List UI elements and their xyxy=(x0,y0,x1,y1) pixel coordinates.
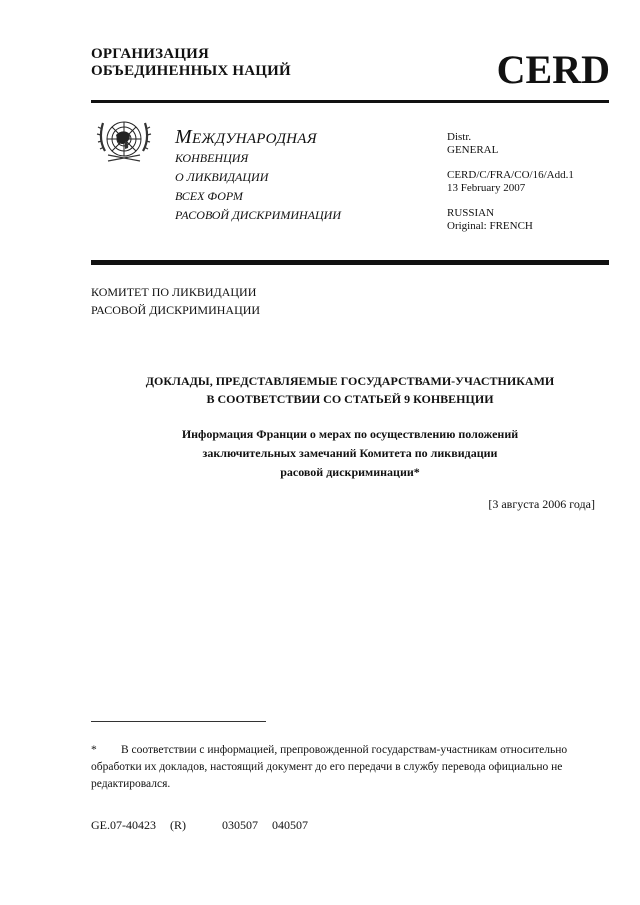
original-language: Original: FRENCH xyxy=(447,219,533,232)
job-date-2: 040507 xyxy=(272,818,308,832)
footnote-separator xyxy=(91,721,266,722)
convention-initial: М xyxy=(175,126,192,148)
distr-value: GENERAL xyxy=(447,143,499,156)
document-title xyxy=(91,372,609,408)
doc-date: 13 February 2007 xyxy=(447,181,526,194)
job-code: GE.07-40423 xyxy=(91,818,156,832)
section-divider xyxy=(91,260,609,265)
document-metadata xyxy=(447,131,574,232)
job-number xyxy=(91,817,322,833)
header-divider xyxy=(91,100,609,103)
convention-line-2: КОНВЕНЦИЯ xyxy=(175,151,249,165)
document-series-symbol: CERD xyxy=(496,47,610,92)
org-line-1: ОРГАНИЗАЦИЯ xyxy=(91,46,210,62)
convention-line-4: ВСЕХ ФОРМ xyxy=(175,189,243,203)
job-date-1: 030507 xyxy=(222,818,258,832)
received-date: [3 августа 2006 года] xyxy=(488,497,595,511)
organization-name xyxy=(91,46,291,80)
title-line-2: В СООТВЕТСТВИИ СО СТАТЬЕЙ 9 КОНВЕНЦИИ xyxy=(206,392,494,406)
un-emblem-icon xyxy=(94,111,154,171)
org-line-2: ОБЪЕДИНЕННЫХ НАЦИЙ xyxy=(91,63,291,79)
doc-symbol: CERD/C/FRA/CO/16/Add.1 xyxy=(447,169,574,181)
footnote-text: В соответствии с информацией, препровожденной государствам-участникам относительно обработки их докладов, настоящий документ до его передачи в службу перевода официально не редактировался. xyxy=(91,744,568,790)
footnote xyxy=(91,742,581,793)
doc-language: RUSSIAN xyxy=(447,207,495,219)
footnote-marker: * xyxy=(91,744,97,756)
document-subtitle xyxy=(91,425,609,482)
job-lang: (R) xyxy=(170,818,186,832)
committee-line-1: КОМИТЕТ ПО ЛИКВИДАЦИИ xyxy=(91,285,257,299)
distr-label: Distr. xyxy=(447,131,472,143)
convention-line-1-rest: ЕЖДУНАРОДНАЯ xyxy=(191,131,317,147)
subtitle-line-2: заключительных замечаний Комитета по ликвидации xyxy=(202,446,498,460)
subtitle-line-3: расовой дискриминации* xyxy=(280,465,420,479)
convention-line-3: О ЛИКВИДАЦИИ xyxy=(175,170,269,184)
committee-line-2: РАСОВОЙ ДИСКРИМИНАЦИИ xyxy=(91,303,261,317)
convention-line-5: РАСОВОЙ ДИСКРИМИНАЦИИ xyxy=(175,208,342,222)
convention-title xyxy=(175,128,341,225)
title-line-1: ДОКЛАДЫ, ПРЕДСТАВЛЯЕМЫЕ ГОСУДАРСТВАМИ-УЧАСТНИКАМИ xyxy=(145,374,555,388)
convention-line-1 xyxy=(175,128,341,149)
committee-name xyxy=(91,283,260,319)
subtitle-line-1: Информация Франции о мерах по осуществлению положений xyxy=(181,427,519,441)
